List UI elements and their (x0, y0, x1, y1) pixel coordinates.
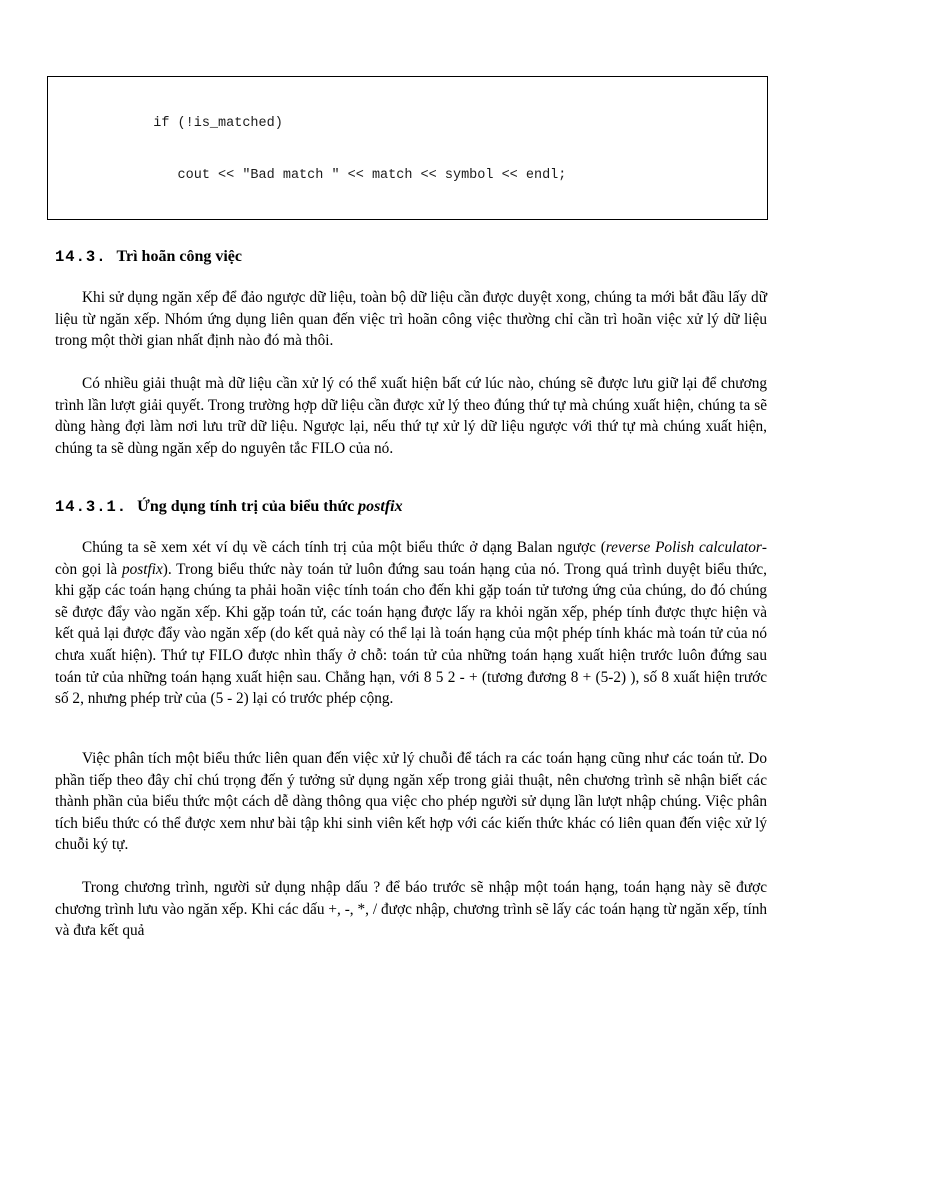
section-number: 14.3.1. (55, 498, 128, 516)
paragraph-2: Có nhiều giải thuật mà dữ liệu cần xử lý có thể xuất hiện bất cứ lúc nào, chúng sẽ được lưu giữ lại để chương trình lần lượt giải quyết. Trong trường hợp dữ liệu cần được xử lý theo đúng thứ tự mà chúng xuất hiện, chúng ta sẽ dùng hàng đợi làm nơi lưu trữ dữ liệu. Ngược lại, nếu thứ tự xử lý dữ liệu ngược với thứ tự mà chúng xuất hiện, chúng ta sẽ dùng ngăn xếp do nguyên tắc FILO của nó. (55, 375, 767, 457)
paragraph-3-term-postfix: postfix (121, 560, 163, 578)
code-line: cout << "Bad match " << match << symbol << endl; (56, 168, 567, 183)
paragraph-1: Khi sử dụng ngăn xếp để đảo ngược dữ liệu, toàn bộ dữ liệu cần được duyệt xong, chúng ta mới bắt đầu lấy dữ liệu từ ngăn xếp. Nhóm ứng dụng liên quan đến việc trì hoãn công việc thường chỉ cần trì hoãn việc xử lý dữ liệu trong một thời gian nhất định nào đó mà thôi. (55, 289, 767, 350)
section-title-prefix: Ứng dụng tính trị của biểu thức (137, 498, 359, 515)
paragraph-3-part-e: ). Trong biểu thức này toán tử luôn đứng sau toán hạng của nó. Trong quá trình duyệt biểu thức, khi gặp các toán hạng chúng ta phải hoãn việc tính toán cho đến khi gặp toán tử tương ứng của chúng, do đó chúng sẽ được đẩy vào ngăn xếp. Khi gặp toán tử, các toán hạng được lấy ra khỏi ngăn xếp, phép tính được thực hiện và kết quả lại được đẩy vào ngăn xếp (do kết quả này có thể lại là toán hạng của một phép tính khác mà toán tử của nó chưa xuất hiện). Thứ tự FILO được nhìn thấy ở chỗ: toán tử của những toán hạng xuất hiện trước luôn đứng sau toán tử của những toán hạng xuất hiện sau. Chẳng hạn, với 8 5 2 - + (tương đương 8 + (5-2) ), số 8 xuất hiện trước số 2, nhưng phép trừ của (5 - 2) lại có trước phép cộng. (55, 560, 767, 708)
paragraph-4: Việc phân tích một biểu thức liên quan đến việc xử lý chuỗi để tách ra các toán hạng cũng như các toán tử. Do phần tiếp theo đây chỉ chú trọng đến ý tưởng sử dụng ngăn xếp trong giải thuật, nên chương trình sẽ nhận biết các thành phần của biểu thức một cách dễ dàng thông qua việc cho phép người sử dụng lần lượt nhập chúng. Việc phân tích biểu thức có thể được xem như bài tập khi sinh viên kết hợp với các kiến thức khác có liên quan đến việc xử lý chuỗi ký tự. (55, 750, 767, 854)
section-title (137, 498, 403, 515)
code-listing (47, 76, 768, 220)
section-heading-14-3-1 (55, 498, 403, 516)
paragraph-3 (55, 537, 767, 710)
paragraph-3-part-a: Chúng ta sẽ xem xét ví dụ về cách tính trị của một biểu thức ở dạng Balan ngược ( (82, 539, 606, 556)
paragraph-3-part-c: - còn gọi là (55, 539, 767, 578)
code-line: if (!is_matched) (56, 116, 283, 132)
code-line (56, 219, 767, 220)
section-heading-14-3 (55, 248, 242, 266)
section-title: Trì hoãn công việc (116, 248, 242, 265)
paragraph-3-term-reverse-polish: reverse Polish calculator (605, 539, 762, 556)
paragraph-5: Trong chương trình, người sử dụng nhập dấu ? để báo trước sẽ nhập một toán hạng, toán hạng này sẽ được chương trình lưu vào ngăn xếp. Khi các dấu +, -, *, / được nhập, chương trình sẽ lấy các toán hạng từ ngăn xếp, tính và đưa kết quả (55, 879, 767, 940)
section-title-italic: postfix (358, 498, 403, 515)
section-number: 14.3. (55, 248, 107, 266)
